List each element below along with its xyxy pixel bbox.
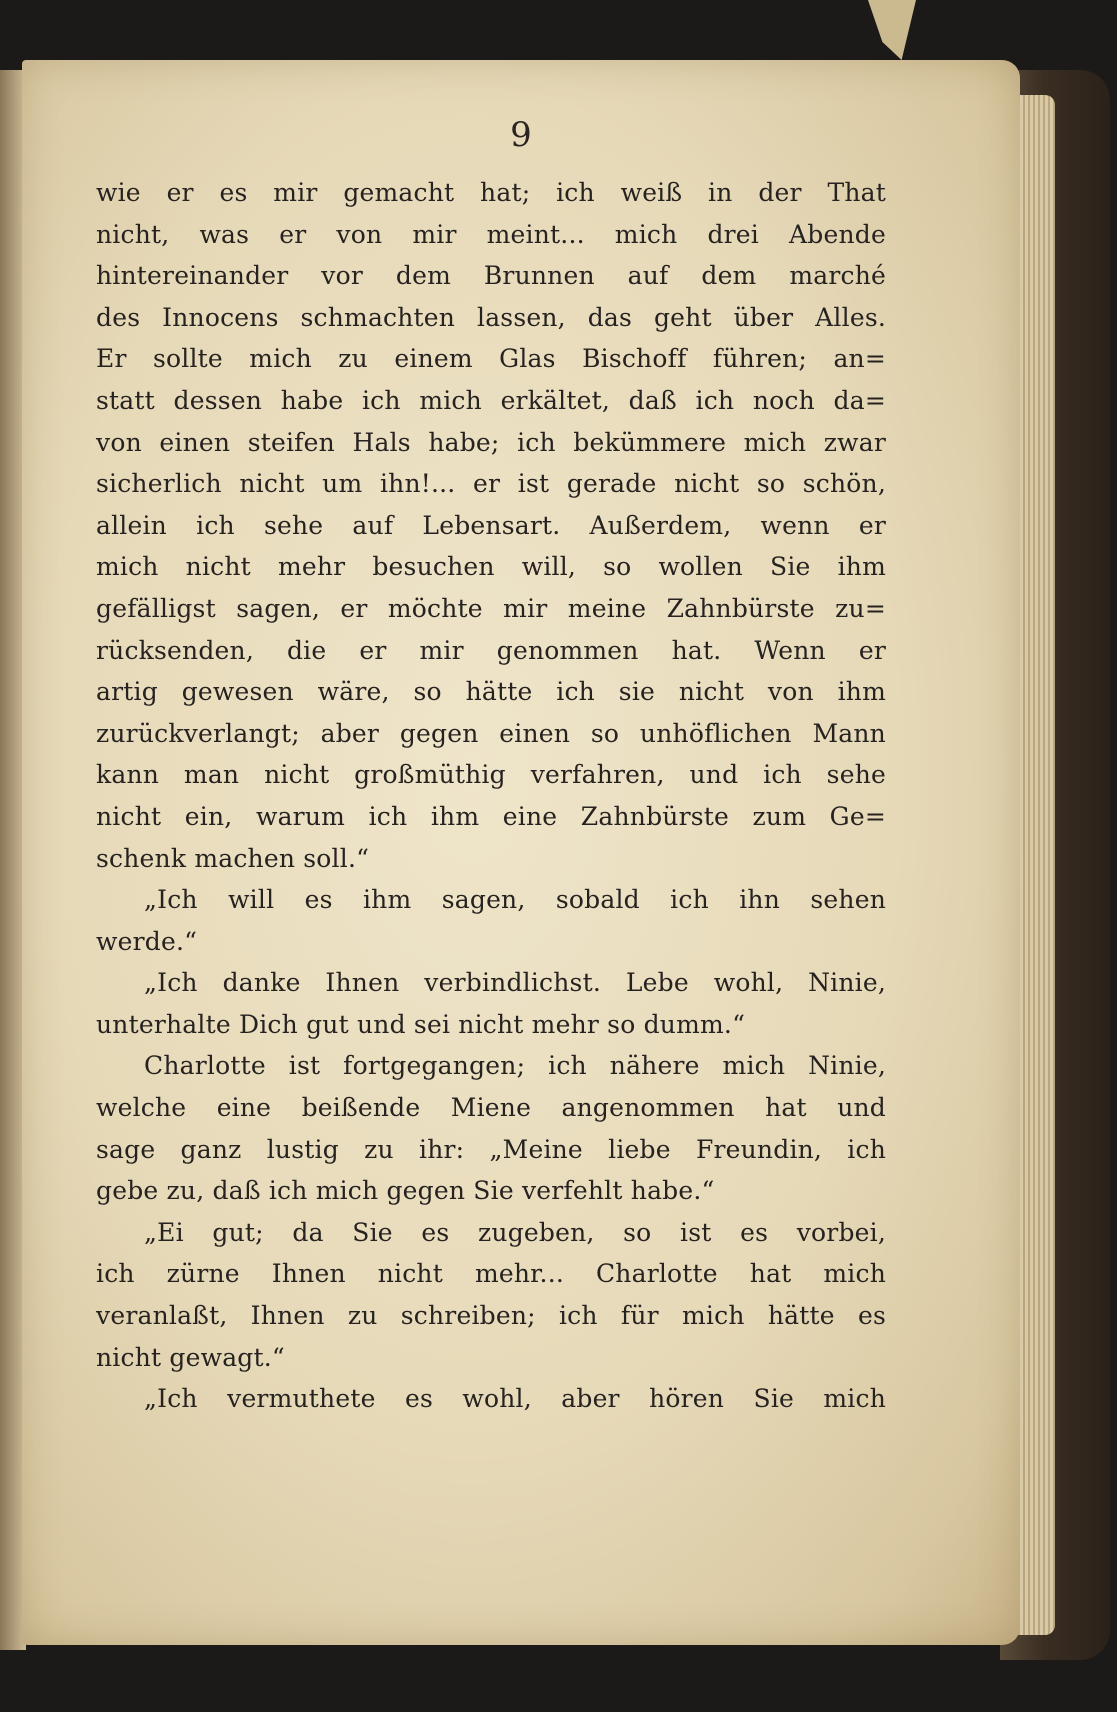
text-line: „Ich will es ihm sagen, sobald ich ihn sehen [144,885,886,915]
text-line: „Ich vermuthete es wohl, aber hören Sie mich [144,1384,886,1414]
text-line: des Innocens schmachten lassen, das geht über Alles. [96,302,886,332]
text-line: zurückverlangt; aber gegen einen so unhöflichen Mann [96,718,886,748]
text-line: sicherlich nicht um ihn!... er ist gerade nicht so schön, [96,469,886,499]
text-line: nicht ein, warum ich ihm eine Zahnbürste zum Ge= [96,801,886,831]
text-line: welche eine beißende Miene angenommen hat und [96,1093,886,1123]
page-number: 9 [510,115,532,155]
book-page [22,60,1020,1645]
text-line: unterhalte Dich gut und sei nicht mehr so dumm.“ [96,1009,746,1039]
text-line: werde.“ [96,926,198,956]
text-line: schenk machen soll.“ [96,843,370,873]
text-line: ich zürne Ihnen nicht mehr... Charlotte hat mich [96,1259,886,1289]
text-line: kann man nicht großmüthig verfahren, und ich sehe [96,760,886,790]
text-line: sage ganz lustig zu ihr: „Meine liebe Freundin, ich [96,1134,886,1164]
text-line: „Ei gut; da Sie es zugeben, so ist es vorbei, [144,1217,886,1247]
text-line: mich nicht mehr besuchen will, so wollen Sie ihm [96,552,886,582]
text-line: veranlaßt, Ihnen zu schreiben; ich für mich hätte es [96,1301,886,1331]
text-line: artig gewesen wäre, so hätte ich sie nicht von ihm [96,677,886,707]
torn-paper-tab [868,0,916,60]
text-line: wie er es mir gemacht hat; ich weiß in der That [96,178,886,207]
text-line: Er sollte mich zu einem Glas Bischoff führen; an= [96,344,886,374]
text-line: hintereinander vor dem Brunnen auf dem marché [96,261,886,291]
text-line: Charlotte ist fortgegangen; ich nähere mich Ninie, [144,1051,886,1081]
page-text [96,172,886,1420]
text-line: statt dessen habe ich mich erkältet, daß ich noch da= [96,385,886,415]
text-line: nicht, was er von mir meint... mich drei Abende [96,219,886,249]
text-line: gefälligst sagen, er möchte mir meine Zahnbürste zu= [96,593,886,623]
text-line: von einen steifen Hals habe; ich bekümmere mich zwar [96,427,886,457]
text-line: allein ich sehe auf Lebensart. Außerdem, wenn er [96,510,886,540]
text-line: gebe zu, daß ich mich gegen Sie verfehlt habe.“ [96,1176,715,1206]
text-line: rücksenden, die er mir genommen hat. Wenn er [96,635,886,665]
text-line: „Ich danke Ihnen verbindlichst. Lebe wohl, Ninie, [144,968,886,998]
text-line: nicht gewagt.“ [96,1342,285,1372]
